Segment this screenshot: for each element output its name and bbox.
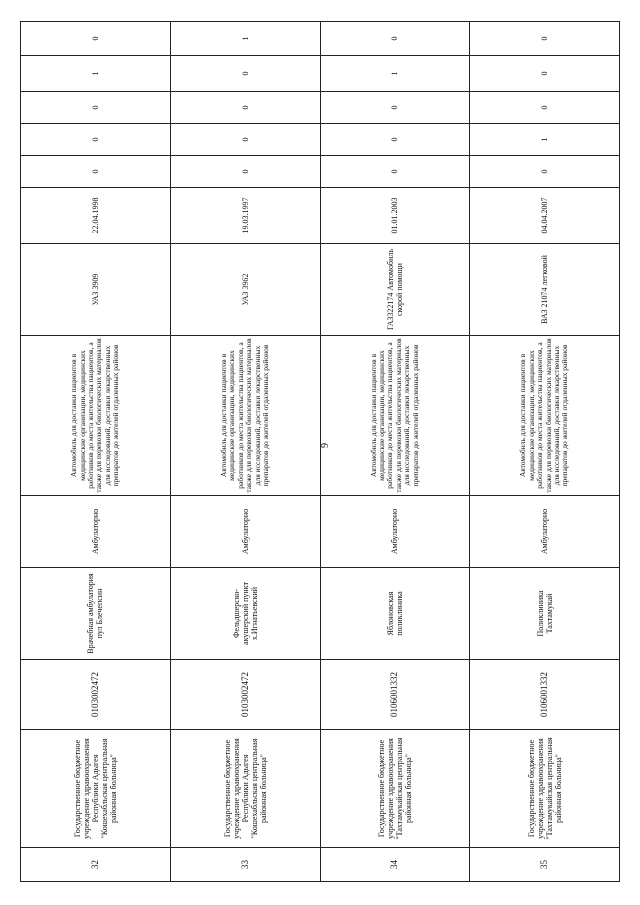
vehicle-date: 04.04.2007: [470, 188, 620, 244]
rotated-table-frame: [20, 22, 620, 882]
table-row: [170, 22, 320, 882]
row-number: 35: [470, 848, 620, 882]
organization-name: Государственное бюджетное учреждение здравоохранения Республики Адыгея "Кошехабльская центральная районная больница": [170, 730, 320, 848]
organization-name: Государственное бюджетное учреждение здравоохранения "Тахтамукайская центральная районная больница": [470, 730, 620, 848]
care-type: Амбулаторно: [320, 496, 470, 568]
count-cell: 0: [21, 156, 171, 188]
count-cell: 0: [470, 92, 620, 124]
count-cell: 0: [470, 22, 620, 56]
inn: 0103002472: [170, 660, 320, 730]
care-type: Амбулаторно: [470, 496, 620, 568]
vehicle-purpose: Автомобиль для доставки пациентов в медицинские организации, медицинских работников до места жительства пациентов, а также для перевозки биологических материалов для исследований, доставки лекарственных препаратов до жителей отдаленных районов: [21, 336, 171, 496]
vehicle-date: 19.03.1997: [170, 188, 320, 244]
count-cell: 0: [320, 22, 470, 56]
table-row: [21, 22, 171, 882]
table-row: [470, 22, 620, 882]
vehicle-model: УАЗ 3962: [170, 244, 320, 336]
vehicle-purpose: Автомобиль для доставки пациентов в медицинские организации, медицинских работников до места жительства пациентов, а также для перевозки биологических материалов для исследований, доставки лекарственных препаратов до жителей отдаленных районов: [170, 336, 320, 496]
count-cell: 1: [170, 22, 320, 56]
count-cell: 0: [320, 156, 470, 188]
count-cell: 1: [470, 124, 620, 156]
row-number: 33: [170, 848, 320, 882]
subdivision: Яблоновская поликлиника: [320, 568, 470, 660]
row-number: 34: [320, 848, 470, 882]
row-number: 32: [21, 848, 171, 882]
count-cell: 0: [21, 124, 171, 156]
vehicle-date: 01.01.2003: [320, 188, 470, 244]
count-cell: 0: [170, 124, 320, 156]
subdivision: Фельдшерско-акушерский пункт х.Игнатьевский: [170, 568, 320, 660]
vehicle-model: ГАЗ322174 Автомобиль скорой помощи: [320, 244, 470, 336]
count-cell: 0: [170, 56, 320, 92]
vehicle-model: ВАЗ 21074 легковой: [470, 244, 620, 336]
subdivision: Поликлиника Тахтамукай: [470, 568, 620, 660]
subdivision: Врачебная амбулатория пул Блечепсин: [21, 568, 171, 660]
page-number: 9: [320, 443, 331, 448]
vehicle-table: [20, 21, 620, 882]
count-cell: 0: [470, 156, 620, 188]
organization-name: Государственное бюджетное учреждение здравоохранения "Тахтамукайская центральная районная больница": [320, 730, 470, 848]
vehicle-model: УАЗ 3909: [21, 244, 171, 336]
care-type: Амбулаторно: [170, 496, 320, 568]
vehicle-date: 22.04.1998: [21, 188, 171, 244]
inn: 0106001332: [470, 660, 620, 730]
count-cell: 1: [21, 56, 171, 92]
organization-name: Государственное бюджетное учреждение здравоохранения Республики Адыгея "Кошехабльская центральная районная больница": [21, 730, 171, 848]
vehicle-purpose: Автомобиль для доставки пациентов в медицинские организации, медицинских работников до места жительства пациентов, а также для перевозки биологических материалов для исследований, доставки лекарственных препаратов до жителей отдаленных районов: [470, 336, 620, 496]
count-cell: 0: [170, 156, 320, 188]
vehicle-purpose: Автомобиль для доставки пациентов в медицинские организации, медицинских работников до места жительства пациентов, а также для перевозки биологических материалов для исследований, доставки лекарственных препаратов до жителей отдаленных районов: [320, 336, 470, 496]
care-type: Амбулаторно: [21, 496, 171, 568]
inn: 0103002472: [21, 660, 171, 730]
count-cell: 1: [320, 56, 470, 92]
table-row: [320, 22, 470, 882]
count-cell: 0: [170, 92, 320, 124]
inn: 0106001332: [320, 660, 470, 730]
count-cell: 0: [470, 56, 620, 92]
count-cell: 0: [21, 92, 171, 124]
count-cell: 0: [21, 22, 171, 56]
count-cell: 0: [320, 92, 470, 124]
count-cell: 0: [320, 124, 470, 156]
